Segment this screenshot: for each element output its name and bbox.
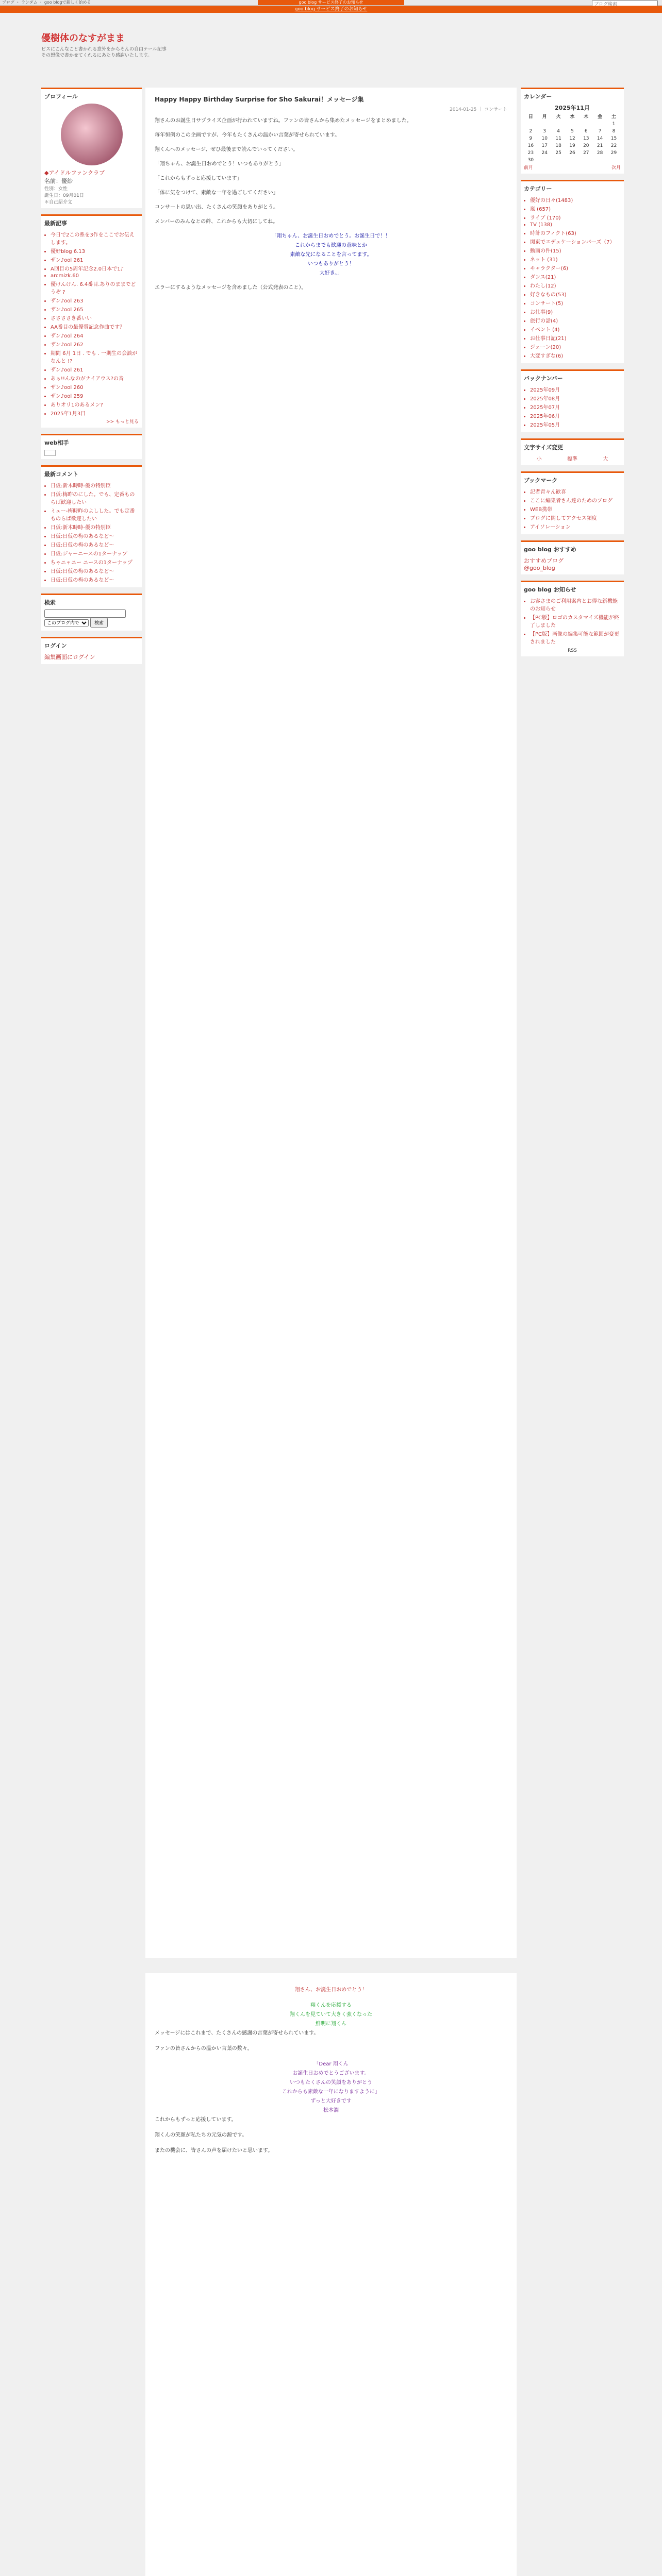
- comment-link[interactable]: • 日仮:ジャーニースの1ターナップ: [51, 549, 139, 557]
- category-link[interactable]: • わたし(12): [530, 281, 621, 289]
- calendar-week-row: [524, 121, 621, 128]
- global-topbar: [0, 0, 662, 6]
- calendar-day: [566, 121, 580, 128]
- goo-recommend-box: [521, 540, 624, 574]
- highlight-line: 「翔ちゃん、お誕生日おめでとう。お誕生日で！！: [271, 233, 391, 239]
- calendar-day[interactable]: 13: [583, 136, 589, 141]
- calendar-day: [538, 121, 552, 128]
- categories-list: [524, 196, 621, 359]
- goo-notice-link[interactable]: • お客さまのご利用案内とお得な新機能のお知らせ: [530, 597, 621, 612]
- char-size-heading: 文字サイズ変更: [524, 444, 564, 451]
- calendar-day[interactable]: 30: [527, 158, 534, 163]
- calendar-day[interactable]: 19: [569, 143, 575, 148]
- left-sidebar: [41, 88, 142, 670]
- recent-post-link[interactable]: • 優けんけん. 6.4番目.ありのままでどうぞ ?: [51, 280, 139, 295]
- comments-heading: 最新コメント: [44, 471, 78, 478]
- article-paragraph: 「これからもずっと応援しています」: [155, 176, 242, 181]
- calendar-day: [593, 121, 607, 128]
- rss-button[interactable]: RSS: [568, 648, 577, 653]
- recent-post-link[interactable]: • AA番目の最優賞記念作曲です？: [51, 323, 139, 330]
- goo-notice-list: [524, 597, 621, 645]
- calendar-day[interactable]: 6: [584, 129, 588, 134]
- category-link[interactable]: • 関東でエデュケーションパーズ（7）: [530, 238, 621, 245]
- calendar-day[interactable]: 10: [541, 136, 548, 141]
- calendar-day-header: 水: [570, 114, 575, 120]
- backnumber-link[interactable]: • 2025年06月: [530, 412, 621, 419]
- blog-branding: [41, 31, 621, 58]
- calendar-day[interactable]: 1: [612, 122, 616, 127]
- backnumber-link[interactable]: • 2025年07月: [530, 403, 621, 411]
- category-link[interactable]: • ジェーン(20): [530, 343, 621, 350]
- header-bar: [0, 6, 662, 13]
- goo-recommend-heading: goo blog おすすめ: [524, 546, 576, 553]
- recent-posts-box: [41, 214, 142, 428]
- comment-link[interactable]: • 日仮:日仮の梅のあるなど〜: [51, 575, 139, 583]
- category-link[interactable]: • ダンス(21): [530, 273, 621, 280]
- calendar-day: [607, 157, 621, 164]
- recent-post-link[interactable]: • 2025年1月3日: [51, 409, 139, 417]
- topbar-links[interactable]: ブログ ・ ランダム ・ goo blogで新しく始める: [2, 0, 91, 5]
- green-message: [155, 2001, 507, 2029]
- calendar-day[interactable]: 16: [527, 143, 534, 148]
- goo-notice-link[interactable]: • 【PC版】ロゴのカスタマイズ機能が終了しました: [530, 613, 621, 629]
- calendar-day-header: 日: [528, 114, 533, 120]
- calendar-day[interactable]: 27: [583, 150, 589, 156]
- backnumber-heading: バックナンバー: [524, 375, 563, 382]
- calendar-day[interactable]: 11: [555, 136, 561, 141]
- category-link[interactable]: • お仕事(9): [530, 308, 621, 315]
- blog-description-line: その想像で書かせてくれるにあたり感謝いたします。: [41, 53, 153, 58]
- category-link[interactable]: • 好きなもの(53): [530, 290, 621, 298]
- bookmark-box: [521, 471, 624, 534]
- calendar-month: 2025年11月: [555, 105, 590, 111]
- recent-post-link[interactable]: • 今日で2この系を3作をここでお伝えします。: [51, 230, 139, 246]
- service-notice-banner[interactable]: goo blog サービス終了のお知らせ: [258, 0, 404, 5]
- backnumber-link[interactable]: • 2025年05月: [530, 420, 621, 428]
- calendar-day-header: 金: [598, 114, 603, 120]
- login-link[interactable]: 編集画面にログイン: [44, 654, 95, 660]
- char-size-normal[interactable]: 標準: [567, 456, 577, 462]
- calendar-day[interactable]: 14: [597, 136, 603, 141]
- recent-post-link[interactable]: • ささささき番いい: [51, 314, 139, 321]
- lower-paragraph: またの機会に、皆さんの声を届けたいと思います。: [155, 2148, 273, 2154]
- goo-recommend-item[interactable]: @goo_blog: [524, 565, 555, 571]
- purple-line: ずっと大好きです: [310, 2098, 352, 2104]
- login-box: [41, 637, 142, 664]
- recent-post-link[interactable]: • あぁ!!んなのがナイアウス?の音: [51, 374, 139, 382]
- comment-link[interactable]: • 日仮:新木時時-優の特別臣: [51, 481, 139, 489]
- next-month-link[interactable]: 次月: [611, 165, 621, 171]
- highlight-line: 大好き。」: [319, 270, 343, 276]
- lower-intro: 翔さん、お誕生日おめでとう！: [294, 1987, 368, 1993]
- comment-link[interactable]: • 日仮:日仮の梅のあるなど〜: [51, 567, 139, 574]
- search-button[interactable]: 検索: [90, 618, 108, 628]
- highlight-line: 素敵な先になることを言ってます。: [290, 252, 372, 258]
- calendar-day: [538, 157, 552, 164]
- recent-post-link[interactable]: • ザン♪ool 265: [51, 305, 139, 313]
- lower-article-body: [155, 1986, 507, 2156]
- bookmark-heading: ブックマーク: [524, 477, 558, 484]
- lower-paragraph: 翔くんの笑顔が私たちの元気の源です。: [155, 2132, 247, 2138]
- category-link[interactable]: • 嵐 (657): [530, 205, 621, 212]
- calendar-day[interactable]: 20: [583, 143, 589, 148]
- bookmark-link[interactable]: • WEB携帯: [530, 505, 621, 513]
- article-paragraph: 毎年恒例のこの企画ですが、今年もたくさんの温かい言葉が寄せられています。: [155, 132, 340, 138]
- recent-post-link[interactable]: • ザン♪ool 259: [51, 392, 139, 399]
- calendar-day[interactable]: 17: [541, 143, 548, 148]
- goo-notice-box: [521, 581, 624, 656]
- comment-link[interactable]: • 日仮:新木時時-優の特別臣: [51, 523, 139, 531]
- login-heading: ログイン: [44, 642, 67, 649]
- search-heading: 検索: [44, 599, 56, 606]
- calendar-table: [524, 112, 621, 164]
- bookmark-list: [524, 487, 621, 530]
- calendar-header-row: [524, 112, 621, 121]
- message-highlight: [155, 232, 507, 278]
- recent-post-link[interactable]: • ザン♪ool 261: [51, 365, 139, 373]
- calendar-day[interactable]: 12: [569, 136, 575, 141]
- highlight-line: これからまでも歓迎の意味とか: [295, 243, 367, 248]
- lower-paragraph: メッセージにはこれまで、たくさんの感謝の言葉が寄せられています。: [155, 2030, 319, 2036]
- purple-line: いつもたくさんの笑顔をありがとう: [290, 2080, 372, 2086]
- header-notice[interactable]: goo blog サービス終了のお知らせ: [294, 7, 368, 12]
- calendar-day-header: 土: [611, 114, 617, 120]
- category-link[interactable]: • 動画の件(15): [530, 246, 621, 254]
- calendar-day[interactable]: 28: [597, 150, 603, 156]
- calendar-box: [521, 88, 624, 174]
- purple-line: これからも素敵な一年になりますように」: [282, 2089, 380, 2095]
- category-link[interactable]: • 優好の日々(1483): [530, 196, 621, 204]
- calendar-day: [566, 157, 580, 164]
- article-date: 2014-01-25 ｜ コンサート: [449, 107, 507, 112]
- calendar-body: [524, 121, 621, 164]
- calendar-day[interactable]: 25: [555, 150, 561, 156]
- category-link[interactable]: • コンサート(5): [530, 299, 621, 307]
- recent-post-link[interactable]: • ザン♪ool 263: [51, 296, 139, 304]
- prev-month-link[interactable]: 前月: [524, 165, 534, 171]
- article-title[interactable]: Happy Happy Birthday Surprise for Sho Sakurai！メッセージ集: [155, 96, 364, 103]
- recent-post-link[interactable]: • 期間 6月 1日 . でも . 一期生の会談がなんと !?: [51, 349, 139, 364]
- article-footer-note: エラーにするようなメッセージを含めました（公式発表のこと）。: [155, 285, 307, 291]
- calendar-day-header: 火: [556, 114, 561, 120]
- profile-name: 名前：優紗: [44, 178, 73, 184]
- calendar-day[interactable]: 4: [557, 129, 560, 134]
- profile-club-link[interactable]: ◆アイドルファンクラブ: [44, 170, 105, 176]
- calendar-day[interactable]: 9: [529, 136, 533, 141]
- comment-link[interactable]: • ちゃニャニー ニースの1ターナップ: [51, 558, 139, 566]
- profile-heading: プロフィール: [44, 93, 78, 100]
- friends-heading: web相手: [44, 439, 69, 446]
- calendar-day: [579, 157, 593, 164]
- bookmark-link[interactable]: • ここに編集者さん達のためのブログ: [530, 496, 621, 504]
- lower-paragraph: ファンの皆さんからの温かい言葉の数々。: [155, 2046, 253, 2052]
- bookmark-link[interactable]: • 記者青々ん歓喜: [530, 487, 621, 495]
- search-scope-select[interactable]: [44, 619, 89, 626]
- article-paragraph: 「翔ちゃん、お誕生日おめでとう！いつもありがとう」: [155, 161, 284, 167]
- bookmark-link[interactable]: • アイソレーション: [530, 522, 621, 530]
- category-link[interactable]: • イベント (4): [530, 325, 621, 333]
- recent-post-link[interactable]: • ザン♪ool 261: [51, 256, 139, 263]
- calendar-day[interactable]: 3: [543, 129, 547, 134]
- purple-line: 松本潤: [323, 2108, 339, 2113]
- recent-posts-heading: 最新記事: [44, 220, 67, 227]
- backnumber-box: [521, 369, 624, 432]
- profile-box: [41, 88, 142, 208]
- category-link[interactable]: • TV (138): [530, 222, 621, 228]
- comment-link[interactable]: • 日仮:日仮の梅のあるなど〜: [51, 540, 139, 548]
- calendar-day-header: 木: [584, 114, 589, 120]
- recent-post-link[interactable]: • ザン♪ool 260: [51, 383, 139, 391]
- recent-post-link[interactable]: • A回目の5周年記念2.0日本で1♪: [51, 264, 139, 272]
- green-line: 翔くんを見ていて大きく強くなった: [290, 2012, 372, 2018]
- bookmark-link[interactable]: • ブログに関してアクセス頻度: [530, 514, 621, 521]
- green-line: 翔くんを応援する: [310, 2003, 352, 2008]
- calendar-week-row: [524, 157, 621, 164]
- recent-post-link[interactable]: • ザン♪ool 262: [51, 340, 139, 348]
- calendar-day[interactable]: 2: [529, 129, 533, 134]
- calendar-week-row: [524, 135, 621, 142]
- search-scope-row: [44, 618, 139, 628]
- sidebar-search-input[interactable]: [44, 609, 126, 618]
- recent-posts-list: [44, 230, 139, 417]
- goo-notice-link[interactable]: • 【PC版】画像の編集可能な範囲が変更されました: [530, 630, 621, 645]
- comment-link[interactable]: • 日仮:梅昨のにした。でも、定番ものらば歓迎したい: [51, 490, 139, 505]
- purple-message: [155, 2060, 507, 2115]
- recent-post-link[interactable]: • ありオリ1のあるメン?: [51, 400, 139, 408]
- lower-article-panel: [145, 1973, 517, 2576]
- calendar-day[interactable]: 5: [571, 129, 574, 134]
- search-box: [41, 594, 142, 631]
- purple-line: お誕生日おめでとうございます。: [292, 2071, 370, 2076]
- calendar-week-row: [524, 149, 621, 157]
- calendar-day[interactable]: 15: [610, 136, 617, 141]
- profile-bio: 性別：女性 誕生日：09月01日 ＊自己紹介文: [44, 187, 84, 205]
- article-paragraph: コンサートの思い出、たくさんの笑顔をありがとう。: [155, 205, 278, 210]
- avatar: [61, 104, 123, 165]
- article-paragraph: 翔さんのお誕生日サプライズ企画が行われていますね。ファンの皆さんから集めたメッセージをまとめました。: [155, 118, 412, 124]
- category-link[interactable]: • ネット (31): [530, 255, 621, 263]
- recent-post-link[interactable]: • 優好blog 6.13: [51, 247, 139, 255]
- categories-heading: カテゴリー: [524, 185, 552, 192]
- calendar-day[interactable]: 22: [610, 143, 617, 148]
- calendar-day[interactable]: 18: [555, 143, 561, 148]
- calendar-day: [593, 157, 607, 164]
- article-paragraph: 翔くんへのメッセージ、ぜひ最後まで読んでいってください。: [155, 147, 299, 152]
- category-link[interactable]: • キャラクター(6): [530, 264, 621, 272]
- calendar-day: [524, 121, 538, 128]
- highlight-line: いつもありがとう！: [308, 261, 354, 267]
- article-paragraph: メンバーのみんなとの絆、これからも大切にしてね。: [155, 219, 278, 225]
- char-size-small[interactable]: 小: [536, 456, 542, 462]
- comment-link[interactable]: • 日仮:日仮の梅のあるなど〜: [51, 532, 139, 539]
- calendar-week-row: [524, 128, 621, 135]
- calendar-day: [552, 157, 566, 164]
- calendar-day[interactable]: 21: [597, 143, 603, 148]
- goo-notice-heading: goo blog お知らせ: [524, 586, 576, 593]
- category-link[interactable]: • お仕事日記(21): [530, 334, 621, 342]
- categories-box: [521, 180, 624, 363]
- main-article: [145, 88, 517, 1958]
- calendar-day[interactable]: 26: [569, 150, 575, 156]
- comment-link[interactable]: • ミュー-梅時昨のよしした。でも定番ものらば歓迎したい: [51, 506, 139, 522]
- blog-description-line: ビスにこんなこと書かれる意外をからそんの自由テール記事: [41, 47, 167, 52]
- backnumber-link[interactable]: • 2025年08月: [530, 394, 621, 402]
- lower-paragraph: これからもずっと応援しています。: [155, 2117, 237, 2123]
- category-link[interactable]: • 大変すぎな(6): [530, 351, 621, 359]
- more-link[interactable]: >> もっと見る: [106, 419, 139, 425]
- right-sidebar: [521, 88, 624, 663]
- char-size-large[interactable]: 大: [603, 456, 608, 462]
- backnumber-link[interactable]: • 2025年09月: [530, 385, 621, 393]
- calendar-day: [552, 121, 566, 128]
- recent-post-link[interactable]: • ザン♪ool 264: [51, 331, 139, 339]
- article-body: [155, 116, 507, 293]
- blog-title[interactable]: 優樹体のなすがまま: [41, 33, 125, 44]
- calendar-week-row: [524, 142, 621, 149]
- purple-line: 「Dear 翔くん: [313, 2061, 349, 2067]
- friends-image-icon[interactable]: [44, 450, 56, 456]
- backnumber-list: [524, 385, 621, 428]
- friends-box: [41, 434, 142, 459]
- calendar-day[interactable]: 24: [541, 150, 548, 156]
- calendar-heading: カレンダー: [524, 93, 552, 100]
- calendar-day[interactable]: 23: [527, 150, 534, 156]
- calendar-day[interactable]: 7: [598, 129, 602, 134]
- calendar-day-header: 月: [542, 114, 547, 120]
- calendar-day[interactable]: 8: [612, 129, 616, 134]
- category-link[interactable]: • ライブ (170): [530, 213, 621, 221]
- category-link[interactable]: • 旅行の話(4): [530, 316, 621, 324]
- article-paragraph: 「体に気をつけて、素敵な一年を過ごしてください」: [155, 190, 278, 196]
- comments-box: [41, 465, 142, 587]
- blog-description: [41, 46, 621, 59]
- green-line: 鮮明に翔くん: [316, 2021, 346, 2027]
- char-size-box: [521, 438, 624, 465]
- goo-recommend-item[interactable]: おすすめブログ: [524, 557, 564, 564]
- calendar-day: [579, 121, 593, 128]
- calendar-day[interactable]: 29: [610, 150, 617, 156]
- comments-list: [44, 481, 139, 583]
- recent-post-link[interactable]: • arcmizk.60: [51, 273, 139, 279]
- category-link[interactable]: • 時計のフィクト(63): [530, 229, 621, 236]
